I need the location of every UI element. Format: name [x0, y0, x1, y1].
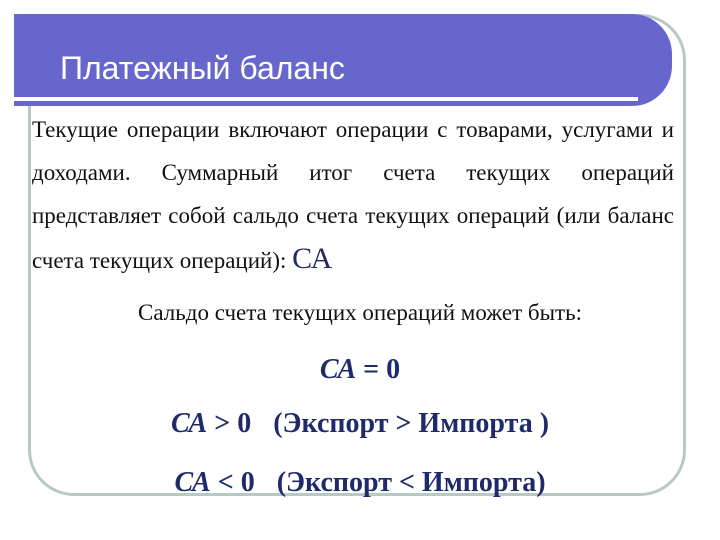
case-ca-greater: [28, 408, 692, 440]
case-ca-less: [28, 467, 692, 499]
ca-symbol: СА: [292, 242, 333, 275]
case-relation: > 0: [207, 408, 252, 439]
title-bar: [14, 14, 672, 106]
case-note: (Экспорт < Импорта): [276, 467, 546, 498]
case-ca-equal: [28, 354, 692, 386]
slide-title: Платежный баланс: [60, 50, 345, 86]
case-ca-label: СА: [319, 354, 357, 385]
title-underline: [14, 97, 638, 101]
case-ca-label: СА: [174, 467, 211, 498]
paragraph-text: Текущие операции включают операции с товарами, услугами и доходами. Суммарный итог счета текущих операций представляет собой сальдо счета текущих операций (или баланс счета текущих операций):: [32, 117, 674, 273]
case-relation: = 0: [356, 354, 401, 385]
saldo-statement: Сальдо счета текущих операций может быть:: [138, 300, 582, 325]
case-ca-label: СА: [170, 408, 208, 439]
body-paragraph: [32, 108, 674, 282]
case-note: (Экспорт > Импорта ): [273, 408, 550, 439]
case-relation: < 0: [210, 467, 255, 498]
